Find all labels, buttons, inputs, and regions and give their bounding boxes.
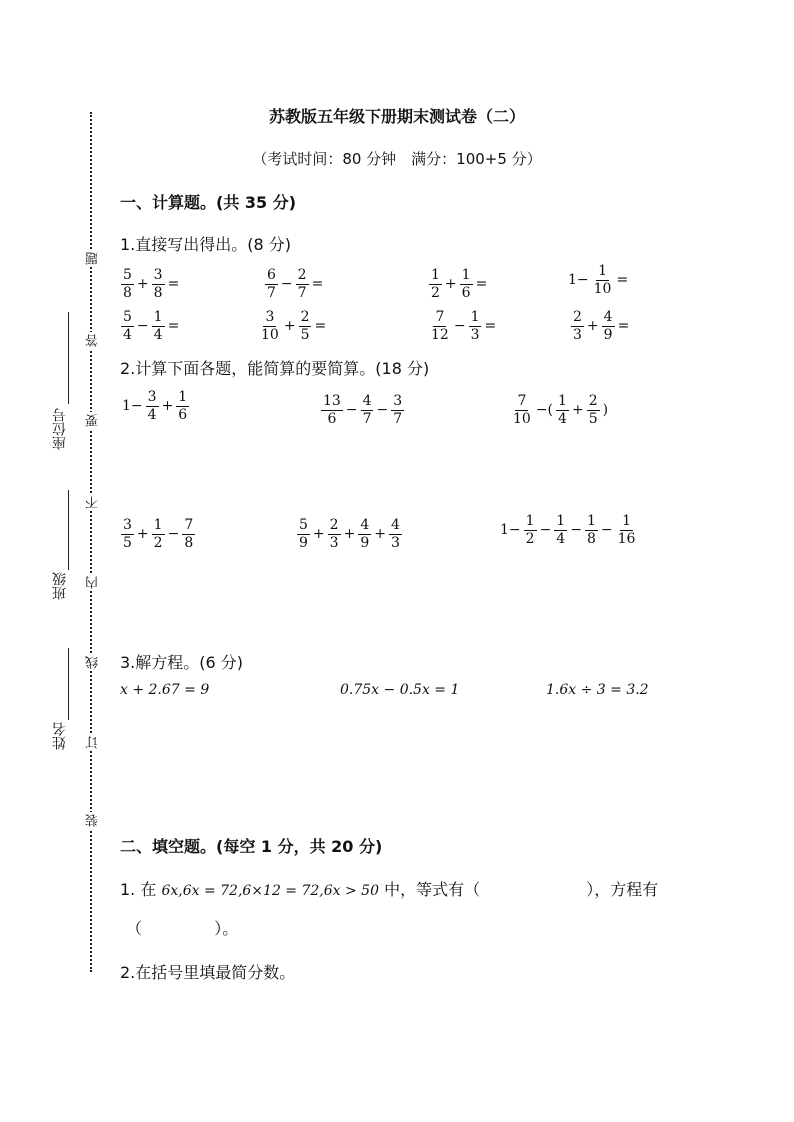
numerator: 2 <box>588 393 598 409</box>
operator: = <box>311 276 324 293</box>
numerator: 4 <box>362 393 372 409</box>
fraction <box>429 310 451 342</box>
seat-number-blank <box>68 312 69 404</box>
denominator: 7 <box>393 410 403 427</box>
q2-item-3 <box>510 390 610 426</box>
numerator: 1 <box>586 513 596 529</box>
math-expression <box>570 310 631 342</box>
operator: − <box>453 318 466 335</box>
fraction <box>460 268 473 300</box>
fill-q1-close: ）。 <box>214 919 239 938</box>
denominator: 5 <box>300 326 310 343</box>
q1-item-8 <box>570 306 631 342</box>
numerator: 13 <box>323 393 341 409</box>
denominator: 3 <box>390 534 400 551</box>
fraction <box>389 518 402 550</box>
numerator: 2 <box>297 267 307 283</box>
fraction <box>429 268 442 300</box>
numerator: 6 <box>267 267 276 283</box>
fraction <box>511 394 533 426</box>
fraction <box>556 394 569 426</box>
math-expression <box>498 514 638 546</box>
denominator: 10 <box>513 410 531 427</box>
fraction <box>391 394 404 426</box>
fraction <box>587 394 600 426</box>
denominator: 6 <box>327 410 337 427</box>
denominator: 5 <box>123 534 132 551</box>
class-label: 班级 <box>52 572 68 600</box>
math-expression <box>120 268 181 300</box>
denominator: 2 <box>431 284 440 301</box>
binding-char-8: 装 <box>86 814 101 827</box>
denominator: 7 <box>267 284 276 301</box>
numerator: 1 <box>153 309 163 325</box>
binding-char-7: 订 <box>86 736 101 749</box>
math-expression <box>566 264 630 296</box>
operator: − <box>280 276 293 293</box>
fraction <box>121 518 134 550</box>
binding-char-4: 不 <box>86 496 101 509</box>
class-blank <box>68 490 69 570</box>
fraction <box>265 268 278 300</box>
fraction <box>616 514 638 546</box>
q2-label: 2.计算下面各题，能简算的要简算。(18 分) <box>120 359 430 378</box>
q3-equation-2: 0.75x − 0.5x = 1 <box>340 682 460 698</box>
denominator: 7 <box>362 410 372 427</box>
numerator: 5 <box>299 517 308 533</box>
fill-q1-line2 <box>126 916 238 939</box>
name-blank <box>68 648 69 720</box>
math-expression <box>428 310 498 342</box>
fraction <box>152 310 165 342</box>
q1-item-3 <box>428 264 489 300</box>
denominator: 16 <box>617 530 636 547</box>
operator: − <box>376 402 389 419</box>
q3-equation-3: 1.6x ÷ 3 = 3.2 <box>546 682 649 698</box>
math-expression <box>320 394 405 426</box>
operator: − <box>600 522 613 539</box>
q1-label: 1.直接写出得出。(8 分) <box>120 235 292 254</box>
operator: + <box>312 526 325 543</box>
operator: − <box>345 402 358 419</box>
denominator: 7 <box>297 284 307 301</box>
q2-item-4 <box>120 514 196 550</box>
numerator: 1 <box>178 389 188 405</box>
numerator: 2 <box>573 309 582 325</box>
operator: = <box>167 318 180 335</box>
fraction <box>182 518 195 550</box>
numerator: 2 <box>329 517 339 533</box>
fill-q1-end: ），方程有 <box>586 880 659 899</box>
q1-item-5 <box>120 306 181 342</box>
numerator: 7 <box>435 309 445 325</box>
fraction <box>296 268 309 300</box>
denominator: 9 <box>299 534 308 551</box>
section2-heading: 二、填空题。(每空 1 分，共 20 分) <box>120 837 383 856</box>
fraction <box>299 310 312 342</box>
fill-q1-prefix: 1. 在 <box>120 880 157 899</box>
fraction <box>358 518 371 550</box>
math-expression <box>258 310 328 342</box>
q1-item-7 <box>428 306 498 342</box>
fraction <box>585 514 598 546</box>
fraction <box>602 310 615 342</box>
q1-item-6 <box>258 306 328 342</box>
numerator: 1 <box>622 513 631 529</box>
operator: + <box>586 318 599 335</box>
q3-equation-1: x + 2.67 = 9 <box>120 682 210 698</box>
fraction <box>121 310 134 342</box>
fraction <box>321 394 343 426</box>
math-expression <box>120 518 196 550</box>
denominator: 4 <box>147 406 157 423</box>
numerator: 3 <box>393 393 403 409</box>
fraction <box>176 390 189 422</box>
operator: −( <box>535 402 554 419</box>
exam-info: （考试时间：80 分钟 满分：100+5 分） <box>252 150 542 168</box>
denominator: 8 <box>184 534 194 551</box>
denominator: 6 <box>178 406 188 423</box>
fraction <box>152 518 165 550</box>
numerator: 3 <box>265 309 275 325</box>
denominator: 4 <box>153 326 163 343</box>
q1-item-4 <box>566 264 630 296</box>
numerator: 7 <box>517 393 527 409</box>
denominator: 9 <box>360 534 370 551</box>
numerator: 3 <box>153 267 163 283</box>
math-expression <box>120 390 190 422</box>
fraction <box>571 310 584 342</box>
operator: − <box>570 522 582 539</box>
operator: + <box>571 402 584 419</box>
fraction <box>121 268 134 300</box>
numerator: 4 <box>390 517 400 533</box>
operator: + <box>283 318 296 335</box>
denominator: 4 <box>123 326 132 343</box>
denominator: 5 <box>588 410 598 427</box>
fill-q1-line1 <box>120 877 658 900</box>
fraction <box>328 518 341 550</box>
numerator: 1 <box>558 393 567 409</box>
operator: 1− <box>568 272 589 289</box>
operator: + <box>374 526 386 543</box>
denominator: 10 <box>261 326 279 343</box>
operator: + <box>343 526 356 543</box>
operator: − <box>167 526 180 543</box>
denominator: 12 <box>431 326 449 343</box>
operator: = <box>314 318 327 335</box>
operator: = <box>616 272 629 289</box>
denominator: 4 <box>556 530 566 547</box>
fraction <box>469 310 482 342</box>
operator: + <box>444 276 457 293</box>
numerator: 3 <box>123 517 132 533</box>
operator: − <box>539 522 552 539</box>
operator: = <box>475 276 488 293</box>
q1-item-2 <box>264 264 325 300</box>
denominator: 4 <box>558 410 567 427</box>
numerator: 3 <box>147 389 157 405</box>
fraction <box>259 310 281 342</box>
q2-item-5 <box>296 514 403 550</box>
fraction <box>152 268 165 300</box>
fill-q1-open: （ <box>126 919 143 938</box>
operator: + <box>136 276 149 293</box>
binding-char-6: 线 <box>86 656 101 669</box>
operator: = <box>617 318 630 335</box>
denominator: 8 <box>586 530 596 547</box>
fraction <box>361 394 374 426</box>
q2-item-2 <box>320 390 405 426</box>
numerator: 1 <box>556 513 566 529</box>
section1-heading: 一、计算题。(共 35 分) <box>120 193 297 212</box>
operator: + <box>136 526 149 543</box>
denominator: 3 <box>470 326 480 343</box>
denominator: 9 <box>603 326 613 343</box>
numerator: 5 <box>123 267 132 283</box>
operator: − <box>136 318 149 335</box>
binding-char-1: 题 <box>86 252 101 265</box>
operator: + <box>161 398 174 415</box>
denominator: 8 <box>153 284 163 301</box>
numerator: 1 <box>153 517 163 533</box>
q2-item-6 <box>498 514 638 546</box>
q3-label: 3.解方程。(6 分) <box>120 653 244 672</box>
fill-q1-mid: 中，等式有（ <box>384 880 481 899</box>
numerator: 1 <box>431 267 440 283</box>
math-expression <box>428 268 489 300</box>
math-expression <box>296 518 403 550</box>
binding-char-2: 答 <box>86 334 101 347</box>
numerator: 1 <box>598 263 608 279</box>
numerator: 4 <box>360 517 370 533</box>
numerator: 1 <box>470 309 480 325</box>
fill-q1-expression: 6x,6x = 72,6×12 = 72,6x > 50 <box>161 883 379 899</box>
numerator: 4 <box>603 309 613 325</box>
operator: = <box>167 276 180 293</box>
seat-number-label: 座位号 <box>52 408 68 450</box>
operator: 1− <box>500 522 521 539</box>
fraction <box>554 514 567 546</box>
name-label: 姓名 <box>52 722 68 750</box>
operator: ) <box>602 402 609 419</box>
q1-item-1 <box>120 264 181 300</box>
numerator: 1 <box>461 267 471 283</box>
operator: 1− <box>122 398 143 415</box>
q2-item-1 <box>120 390 190 422</box>
denominator: 6 <box>461 284 471 301</box>
math-expression <box>120 310 181 342</box>
denominator: 2 <box>525 530 535 547</box>
binding-char-3: 要 <box>86 414 101 427</box>
fill-q2-label: 2.在括号里填最简分数。 <box>120 963 296 982</box>
numerator: 1 <box>525 513 535 529</box>
fraction <box>146 390 159 422</box>
fraction <box>592 264 614 296</box>
numerator: 5 <box>123 309 132 325</box>
denominator: 8 <box>123 284 132 301</box>
numerator: 7 <box>184 517 194 533</box>
operator: = <box>484 318 497 335</box>
denominator: 2 <box>153 534 163 551</box>
math-expression <box>264 268 325 300</box>
binding-char-5: 内 <box>86 576 101 589</box>
denominator: 3 <box>573 326 582 343</box>
binding-dotted-line <box>90 112 92 972</box>
denominator: 10 <box>593 280 612 297</box>
math-expression <box>510 394 610 426</box>
denominator: 3 <box>329 534 339 551</box>
fraction <box>297 518 310 550</box>
fraction <box>524 514 537 546</box>
page-title: 苏教版五年级下册期末测试卷（二） <box>268 107 525 126</box>
numerator: 2 <box>300 309 310 325</box>
